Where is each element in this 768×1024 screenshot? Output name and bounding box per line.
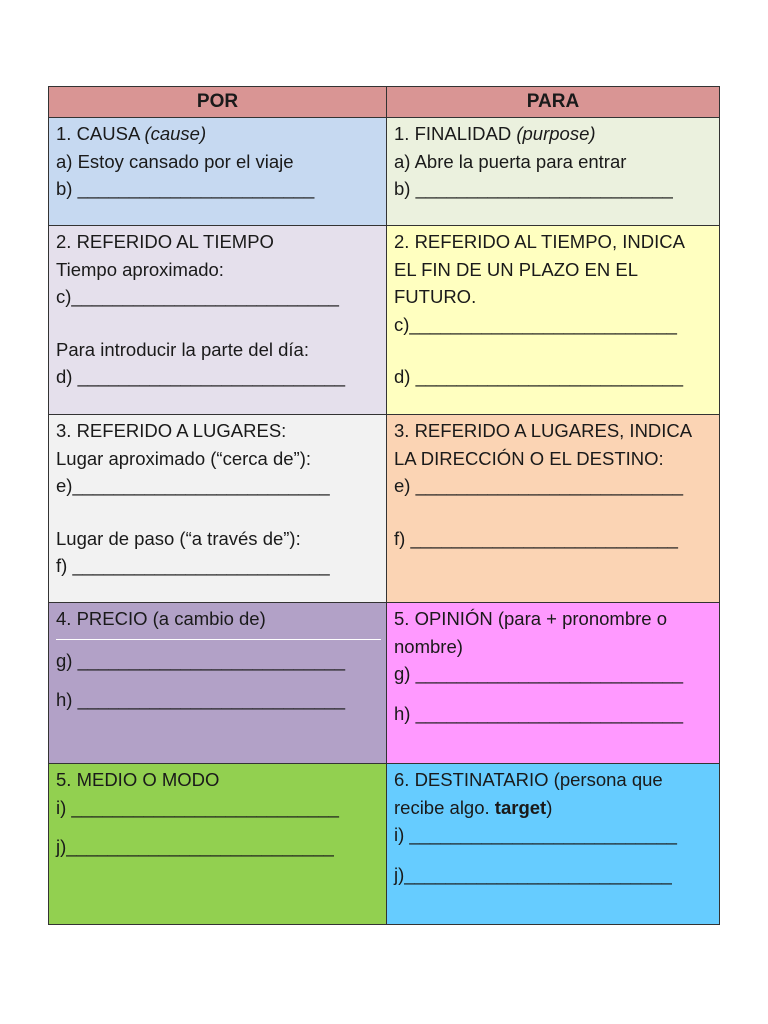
- blank-j[interactable]: j)__________________________: [394, 863, 672, 885]
- cell-title: 3. REFERIDO A LUGARES, INDICA: [394, 420, 693, 441]
- blank-g[interactable]: g) __________________________: [394, 663, 684, 684]
- cell-title: 6. DESTINATARIO (persona que: [394, 769, 663, 790]
- blank-d[interactable]: d) __________________________: [394, 366, 684, 387]
- blank-f[interactable]: f) __________________________: [394, 527, 678, 549]
- blank-e[interactable]: e)_________________________: [56, 475, 330, 496]
- blank-j[interactable]: j)__________________________: [56, 836, 334, 857]
- cell-precio: [49, 603, 387, 764]
- header-para: PARA: [387, 87, 720, 118]
- example-a: a) Estoy cansado por el viaje: [56, 150, 294, 172]
- divider: [56, 639, 381, 640]
- header-row: [49, 87, 720, 118]
- blank-g[interactable]: g) __________________________: [56, 649, 346, 671]
- blank-d[interactable]: d) __________________________: [56, 366, 346, 387]
- header-por: POR: [49, 87, 387, 118]
- por-para-table: [48, 86, 720, 925]
- blank-e[interactable]: e) __________________________: [394, 475, 684, 496]
- row-tiempo: [49, 226, 720, 415]
- row-lugares: [49, 415, 720, 603]
- row-medio-destinatario: [49, 764, 720, 925]
- cell-medio: [49, 764, 387, 925]
- blank-i[interactable]: i) __________________________: [56, 796, 339, 818]
- cell-lugares-por: [49, 415, 387, 603]
- cell-title: 5. MEDIO O MODO: [56, 769, 220, 790]
- cell-tiempo-para: [387, 226, 720, 415]
- blank-c[interactable]: c)__________________________: [56, 286, 339, 307]
- cell-title: 1. FINALIDAD (purpose): [394, 123, 596, 144]
- blank-c[interactable]: c)__________________________: [394, 313, 677, 335]
- cell-finalidad: [387, 118, 720, 226]
- cell-lugares-para: [387, 415, 720, 603]
- blank-h[interactable]: h) __________________________: [394, 702, 684, 724]
- subtitle: Lugar de paso (“a través de”):: [56, 527, 301, 549]
- cell-opinion: [387, 603, 720, 764]
- cell-title: 4. PRECIO (a cambio de): [56, 608, 266, 629]
- cell-destinatario: [387, 764, 720, 925]
- blank-f[interactable]: f) _________________________: [56, 555, 330, 576]
- subtitle: Lugar aproximado (“cerca de”):: [56, 447, 311, 469]
- subtitle: Para introducir la parte del día:: [56, 338, 309, 360]
- cell-title: 2. REFERIDO AL TIEMPO: [56, 231, 274, 252]
- cell-title: LA DIRECCIÓN O EL DESTINO:: [394, 447, 664, 469]
- row-causa-finalidad: [49, 118, 720, 226]
- cell-title: 1. CAUSA (cause): [56, 123, 207, 144]
- cell-title: 3. REFERIDO A LUGARES:: [56, 420, 287, 441]
- cell-tiempo-por: [49, 226, 387, 415]
- example-a: a) Abre la puerta para entrar: [394, 150, 627, 172]
- blank-b[interactable]: b) _______________________: [56, 178, 315, 199]
- cell-title: nombre): [394, 635, 463, 657]
- cell-title: EL FIN DE UN PLAZO EN EL: [394, 258, 638, 280]
- cell-title: recibe algo. target): [394, 796, 553, 818]
- cell-title: 2. REFERIDO AL TIEMPO, INDICA: [394, 231, 685, 252]
- blank-i[interactable]: i) __________________________: [394, 824, 677, 845]
- row-precio-opinion: [49, 603, 720, 764]
- blank-b[interactable]: b) _________________________: [394, 178, 673, 199]
- subtitle: Tiempo aproximado:: [56, 258, 224, 280]
- cell-title: FUTURO.: [394, 286, 477, 307]
- cell-causa: [49, 118, 387, 226]
- blank-h[interactable]: h) __________________________: [56, 689, 346, 710]
- cell-title: 5. OPINIÓN (para + pronombre o: [394, 608, 667, 629]
